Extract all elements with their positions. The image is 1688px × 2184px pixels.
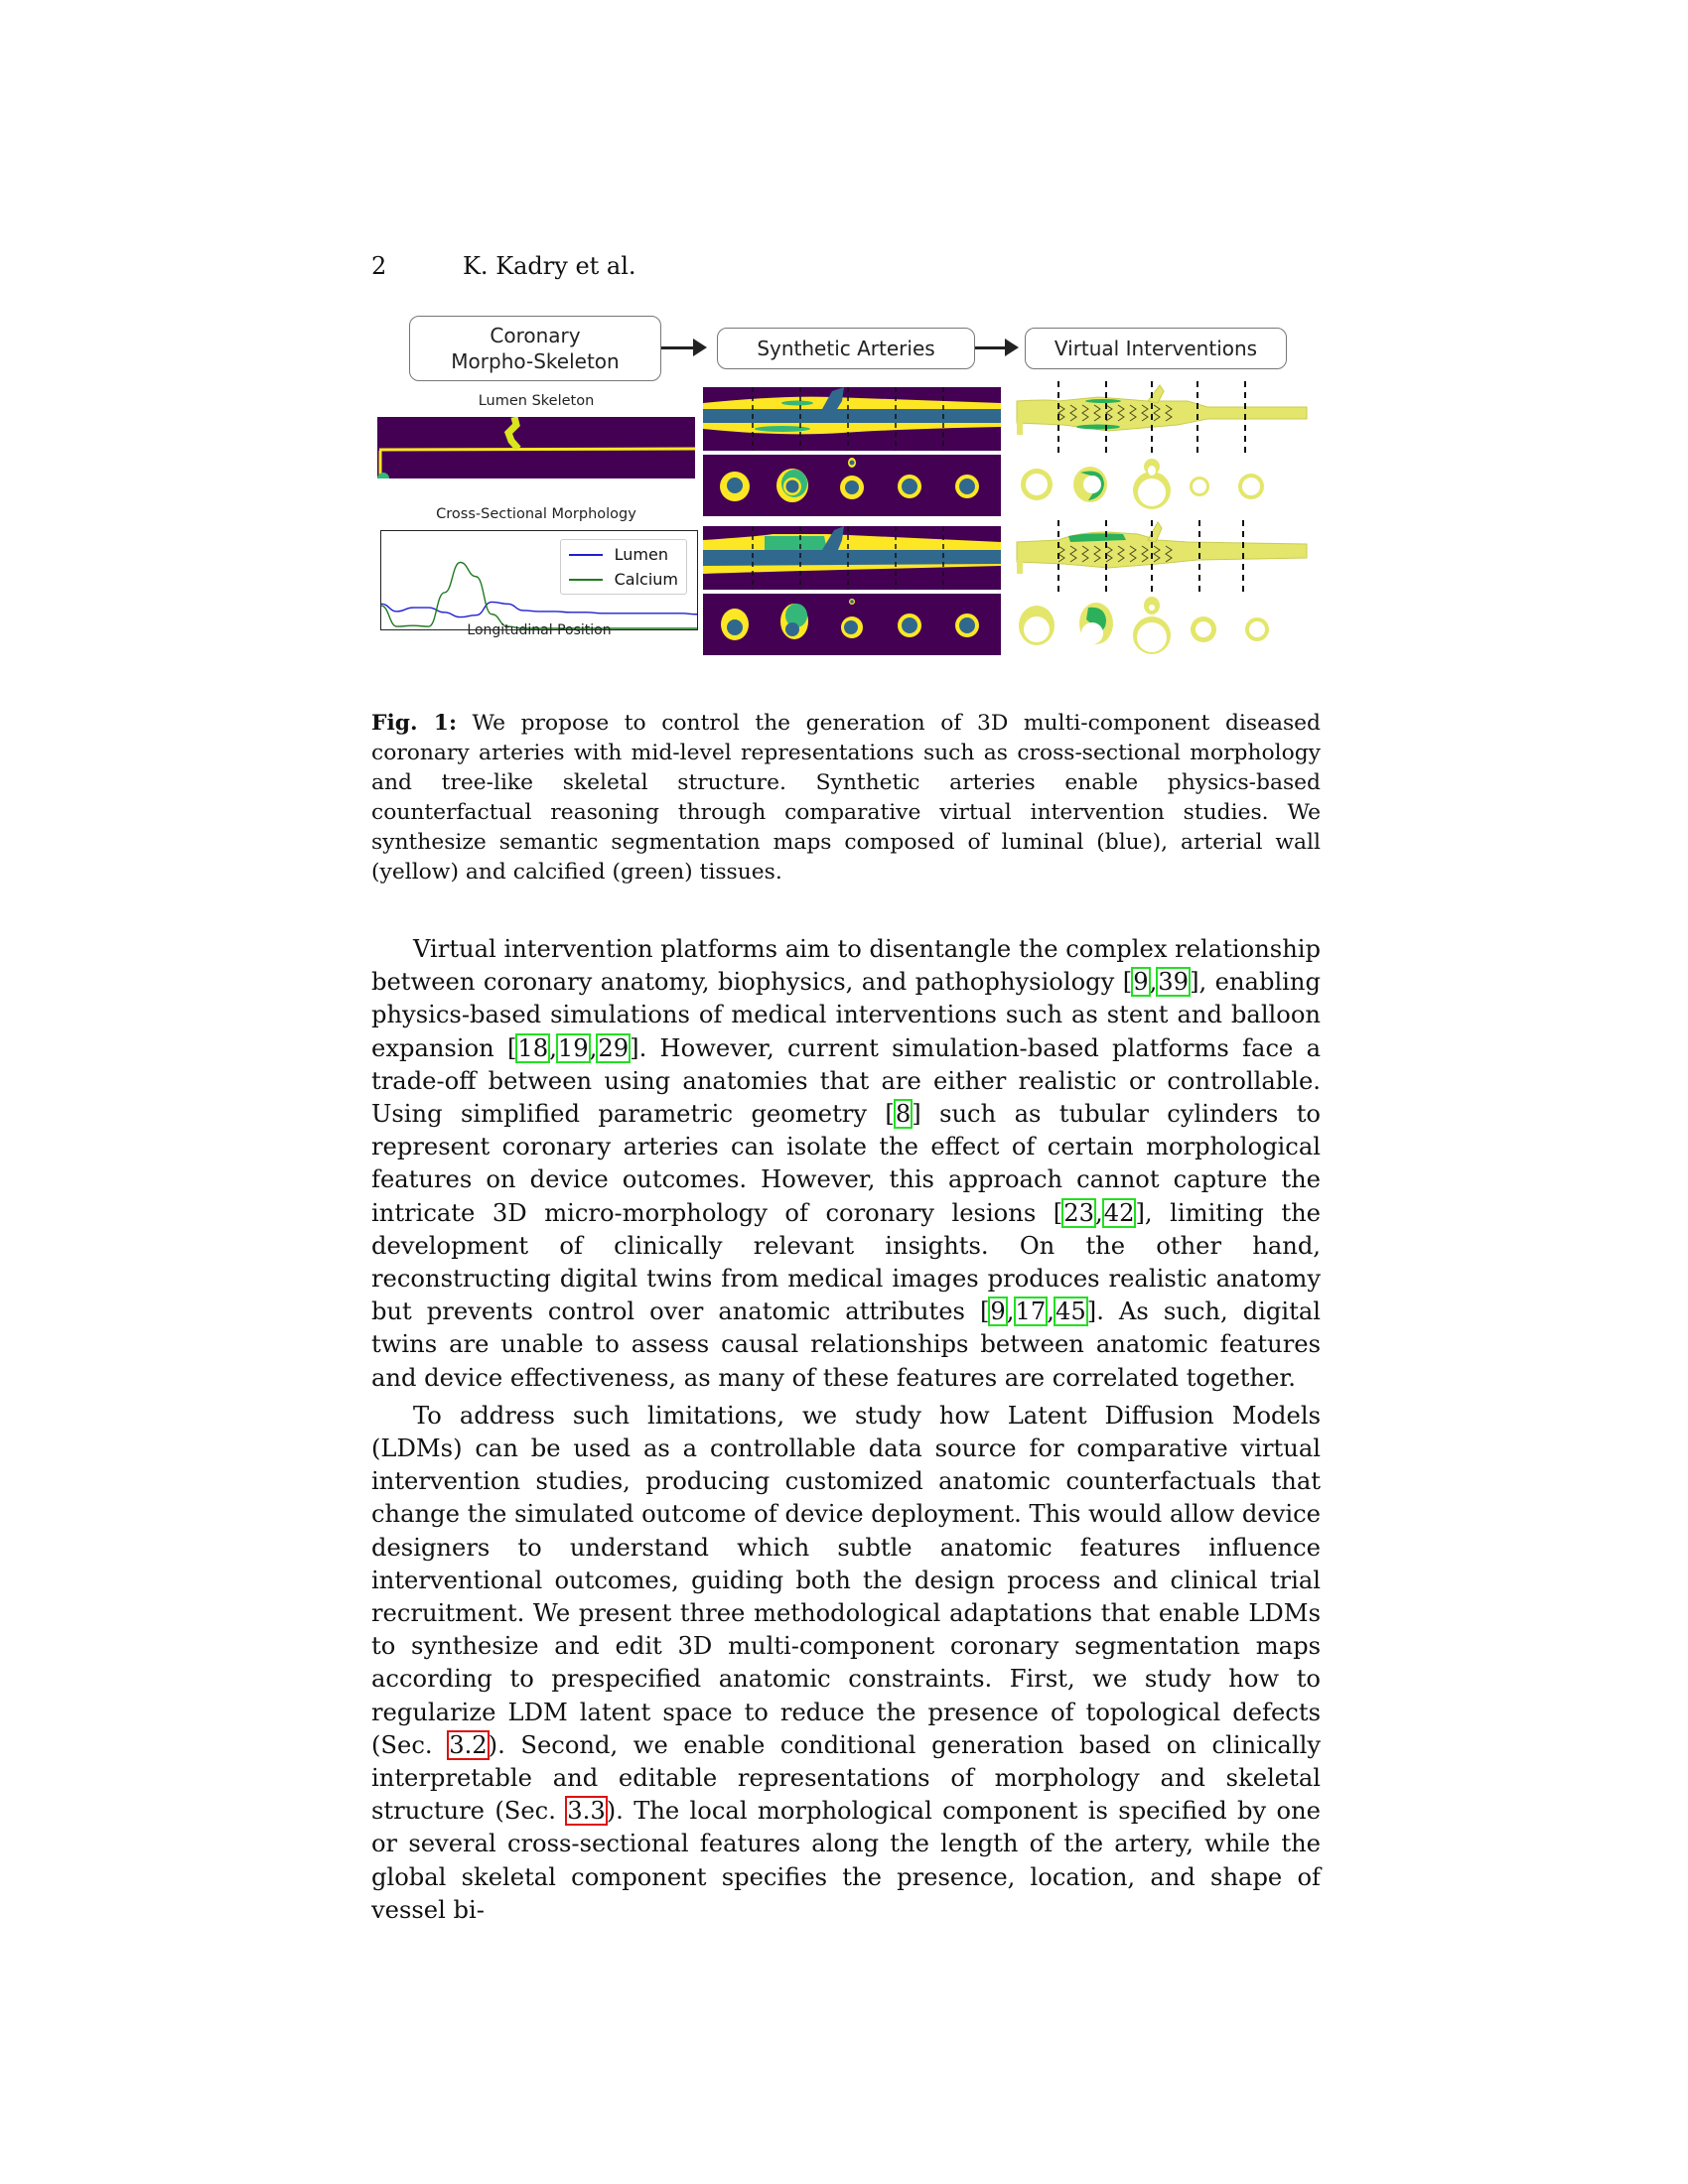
box-synthetic-arteries xyxy=(717,328,975,369)
citation-link[interactable]: 19 xyxy=(557,1033,589,1062)
x-axis-label: Longitudinal Position xyxy=(467,622,612,638)
lumen-skeleton-label: Lumen Skeleton xyxy=(478,393,595,409)
virtual-intervention-1-cross-sections xyxy=(1009,455,1311,518)
paragraph-2 xyxy=(371,1400,1321,1927)
citation-link[interactable]: 17 xyxy=(1015,1297,1047,1326)
box-virtual-interventions xyxy=(1025,328,1287,369)
text-run: , xyxy=(1047,1297,1055,1326)
citation-link[interactable]: 42 xyxy=(1103,1198,1135,1227)
caption-label: Fig. 1: xyxy=(371,711,457,736)
legend-lumen-swatch xyxy=(569,554,603,556)
text-run: , xyxy=(549,1033,557,1062)
citation-link[interactable]: 18 xyxy=(517,1033,549,1062)
text-run: ], limiting the development of clinically relevant insights. On the other hand, reconstructing digital twins from medical images produces realistic anatomy but prevents control over anatomic attributes [ xyxy=(371,1198,1321,1326)
citation-link[interactable]: 9 xyxy=(1133,968,1149,997)
page-number: 2 xyxy=(371,252,387,280)
synthetic-artery-2-longitudinal xyxy=(703,526,1001,590)
text-run: ] such as tubular cylinders to represent coronary arteries can isolate the effect of certain morphological features on device outcomes. However, this approach cannot capture the intricate 3D micro-morphology of coronary lesions [ xyxy=(371,1100,1321,1227)
caption-text: We propose to control the generation of 3D multi-component diseased coronary arteries with mid-level representations such as cross-sectional morphology and tree-like skeletal structure. Synthetic arteries enable physics-based counterfactual reasoning through comparative virtual intervention studies. We synthesize semantic segmentation maps composed of luminal (blue), arterial wall (yellow) and calcified (green) tissues. xyxy=(371,711,1322,885)
text-run: ]. As such, digital twins are unable to assess causal relationships between anatomic features and device effectiveness, as many of these features are correlated together. xyxy=(371,1297,1321,1392)
synthetic-artery-1-longitudinal xyxy=(703,387,1001,451)
section-link[interactable]: 3.2 xyxy=(449,1730,488,1759)
text-run: , xyxy=(589,1033,598,1062)
text-run: ]. However, current simulation-based platforms face a trade-off between using anatomies that are either realistic or controllable. Using simplified parametric geometry [ xyxy=(371,1033,1321,1129)
lumen-skeleton-image xyxy=(377,417,695,478)
text-run: ], enabling physics-based simulations of medical interventions such as stent and balloon expansion [ xyxy=(371,968,1321,1062)
text-run: ). Second, we enable conditional generation based on clinically interpretable and editable representations of morphology and skeletal structure (Sec. xyxy=(371,1730,1321,1826)
body-text xyxy=(371,933,1321,1927)
citation-link[interactable]: 29 xyxy=(598,1033,630,1062)
text-run: ). The local morphological component is specified by one or several cross-sectional features along the length of the artery, while the global skeletal component specifies the presence, location, and shape of vessel bi- xyxy=(371,1797,1321,1924)
citation-link[interactable]: 39 xyxy=(1158,968,1190,997)
synthetic-artery-1-cross-sections xyxy=(703,455,1001,516)
arrow-2-icon xyxy=(975,346,1009,349)
citation-link[interactable]: 8 xyxy=(895,1100,912,1129)
legend-calcium-swatch xyxy=(569,579,603,581)
citation-link[interactable]: 45 xyxy=(1055,1297,1086,1326)
figure-caption xyxy=(371,709,1321,887)
virtual-intervention-2-cross-sections xyxy=(1009,594,1311,659)
legend-lumen-label: Lumen xyxy=(614,545,668,564)
text-run: Virtual intervention platforms aim to disentangle the complex relationship between coronary anatomy, biophysics, and pathophysiology [ xyxy=(371,935,1321,997)
text-run: , xyxy=(1149,968,1158,997)
synthetic-artery-2-cross-sections xyxy=(703,594,1001,655)
text-run: , xyxy=(1095,1198,1103,1227)
legend-calcium-label: Calcium xyxy=(614,570,678,589)
running-authors: K. Kadry et al. xyxy=(463,252,636,280)
box-morpho-skeleton-label: Coronary Morpho-Skeleton xyxy=(451,324,620,373)
paragraph-1 xyxy=(371,933,1321,1395)
section-link[interactable]: 3.3 xyxy=(567,1797,606,1826)
virtual-intervention-1-stent xyxy=(1009,381,1311,453)
morphology-label: Cross-Sectional Morphology xyxy=(436,506,636,522)
virtual-intervention-2-stent xyxy=(1009,520,1311,592)
morphology-chart xyxy=(380,530,698,638)
text-run: To address such limitations, we study how Latent Diffusion Models (LDMs) can be used as a controllable data source for comparative virtual intervention studies, producing customized anatomic counterfactuals that change the simulated outcome of device deployment. This would allow device designers to understand which subtle anatomic features influence interventional outcomes, guiding both the design process and clinical trial recruitment. We present three methodological adaptations that enable LDMs to synthesize and edit 3D multi-component coronary segmentation maps according to prespecified anatomic constraints. First, we study how to regularize LDM latent space to reduce the presence of topological defects (Sec. xyxy=(371,1401,1321,1759)
citation-link[interactable]: 9 xyxy=(990,1297,1006,1326)
box-morpho-skeleton xyxy=(409,316,661,381)
box-virtual-interventions-label: Virtual Interventions xyxy=(1054,337,1258,360)
box-synthetic-arteries-label: Synthetic Arteries xyxy=(757,337,935,360)
arrow-1-icon xyxy=(661,346,697,349)
citation-link[interactable]: 23 xyxy=(1063,1198,1094,1227)
text-run: , xyxy=(1006,1297,1015,1326)
figure-1 xyxy=(377,316,1311,663)
legend-item-calcium xyxy=(569,567,678,592)
legend-item-lumen xyxy=(569,542,678,567)
series-line-lumen xyxy=(381,602,697,616)
chart-legend xyxy=(560,539,687,595)
